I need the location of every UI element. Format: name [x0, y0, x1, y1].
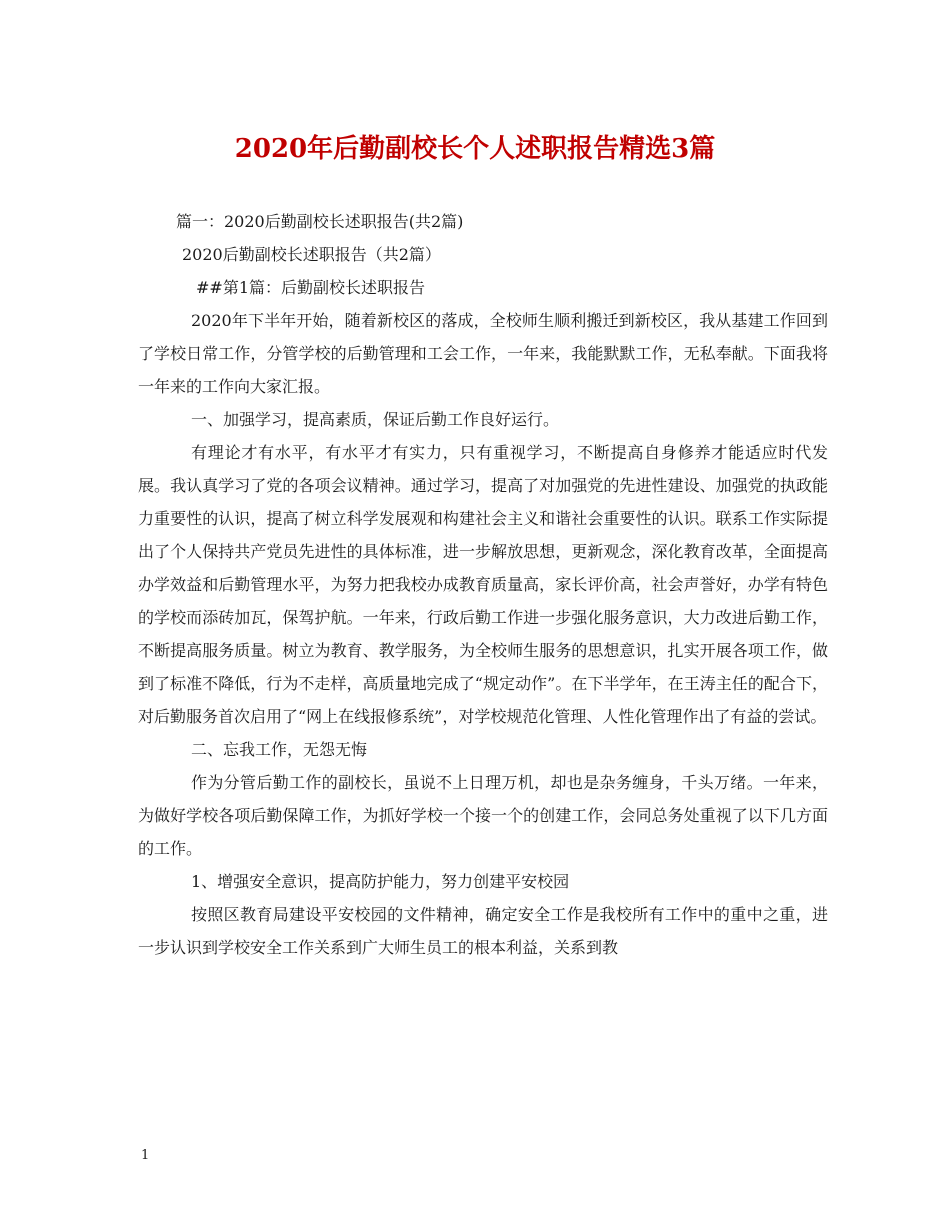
report-subtitle: 2020后勤副校长述职报告（共2篇） [182, 245, 441, 264]
page-number: 1 [141, 1148, 150, 1163]
document-body [138, 205, 828, 964]
section-heading-1: 篇一：2020后勤副校长述职报告(共2篇) [176, 212, 464, 231]
paragraph-work: 作为分管后勤工作的副校长，虽说不上日理万机，却也是杂务缠身，千头万绪。一年来，为做好学校各项后勤保障工作，为抓好学校一个接一个的创建工作，会同总务处重视了以下几方面的工作。 [138, 773, 828, 858]
document-title: 2020年后勤副校长个人述职报告精选3篇 [234, 134, 716, 164]
subheading-learning: 一、加强学习，提高素质，保证后勤工作良好运行。 [191, 410, 560, 429]
subheading-safety: 1、增强安全意识，提高防护能力，努力创建平安校园 [191, 872, 570, 891]
subheading-work: 二、忘我工作，无怨无悔 [191, 740, 368, 759]
paragraph-safety: 按照区教育局建设平安校园的文件精神，确定安全工作是我校所有工作中的重中之重，进一步认识到学校安全工作关系到广大师生员工的根本利益，关系到教 [138, 905, 828, 957]
chapter-heading: ##第1篇：后勤副校长述职报告 [196, 278, 425, 297]
paragraph-learning: 有理论才有水平，有水平才有实力，只有重视学习，不断提高自身修养才能适应时代发展。我认真学习了党的各项会议精神。通过学习，提高了对加强党的先进性建设、加强党的执政能力重要性的认识，提高了树立科学发展观和构建社会主义和谐社会重要性的认识。联系工作实际提出了个人保持共产党员先进性的具体标准，进一步解放思想，更新观念，深化教育改革，全面提高办学效益和后勤管理水平，为努力把我校办成教育质量高，家长评价高，社会声誉好，办学有特色的学校而添砖加瓦，保驾护航。一年来，行政后勤工作进一步强化服务意识，大力改进后勤工作，不断提高服务质量。树立为教育、教学服务，为全校师生服务的思想意识，扎实开展各项工作，做到了标准不降低，行为不走样，高质量地完成了“规定动作”。在下半学年，在王涛主任的配合下，对后勤服务首次启用了“网上在线报修系统”，对学校规范化管理、人性化管理作出了有益的尝试。 [138, 443, 828, 726]
paragraph-intro: 2020年下半年开始，随着新校区的落成，全校师生顺利搬迁到新校区，我从基建工作回到了学校日常工作，分管学校的后勤管理和工会工作，一年来，我能默默工作，无私奉献。下面我将一年来的工作向大家汇报。 [138, 311, 828, 396]
